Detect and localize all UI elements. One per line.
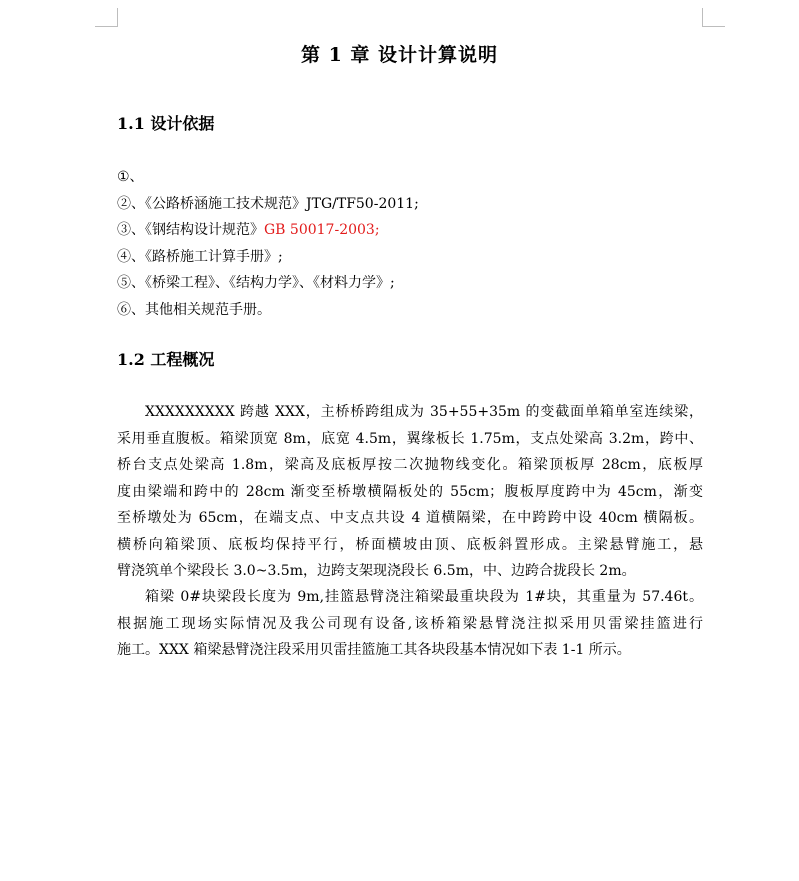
section-heading-design-basis: 1.1 设计依据	[117, 114, 215, 133]
paragraph-line: 施工。XXX 箱梁悬臂浇注段采用贝雷挂篮施工其各块段基本情况如下表 1-1 所示。	[117, 642, 631, 658]
paragraph-line: 桥台支点处梁高 1.8m，梁高及底板厚按二次抛物线变化。箱梁顶板厚 28cm，底板厚	[117, 457, 703, 473]
paragraph-line: XXXXXXXXX 跨越 XXX，主桥桥跨组成为 35+55+35m 的变截面单箱单室连续梁，	[145, 404, 703, 420]
reference-item: ②、《公路桥涵施工技术规范》JTG/TF50-2011;	[117, 195, 419, 212]
paragraph-line: 度由梁端和跨中的 28cm 渐变至桥墩横隔板处的 55cm；腹板厚度跨中为 45cm，渐变	[117, 483, 703, 500]
reference-item: ③、《钢结构设计规范》GB 50017-2003;	[117, 222, 380, 238]
chapter-title: 第 1 章 设计计算说明	[300, 44, 499, 66]
crop-mark-top-right	[702, 8, 725, 27]
paragraph-line: 臂浇筑单个梁段长 3.0~3.5m，边跨支架现浇段长 6.5m，中、边跨合拢段长 2m。	[117, 563, 636, 579]
paragraph-line: 箱梁 0#块梁段长度为 9m,挂篮悬臂浇注箱梁最重块段为 1#块，其重量为 57.46t。	[145, 589, 703, 605]
standard-code-highlight: GB 50017-2003;	[264, 222, 380, 238]
paragraph-line: 横桥向箱梁顶、底板均保持平行，桥面横坡由顶、底板斜置形成。主梁悬臂施工，悬	[117, 536, 703, 553]
crop-mark-top-left	[95, 8, 118, 27]
overview-paragraph-2	[117, 584, 703, 664]
section-heading-project-overview: 1.2 工程概况	[117, 350, 215, 369]
paragraph-line: 至桥墩处为 65cm，在端支点、中支点共设 4 道横隔梁，在中跨跨中设 40cm 横隔板。	[117, 510, 703, 526]
paragraph-line: 根据施工现场实际情况及我公司现有设备,该桥箱梁悬臂浇注拟采用贝雷梁挂篮进行	[117, 615, 703, 632]
reference-item: ④、《路桥施工计算手册》;	[117, 248, 283, 265]
reference-list	[117, 164, 419, 323]
reference-item: ⑥、其他相关规范手册。	[117, 301, 271, 318]
overview-paragraph-1	[117, 399, 703, 585]
reference-item: ⑤、《桥梁工程》、《结构力学》、《材料力学》;	[117, 275, 395, 291]
paragraph-line: 采用垂直腹板。箱梁顶宽 8m，底宽 4.5m，翼缘板长 1.75m，支点处梁高 3.2m，跨中、	[117, 430, 703, 447]
reference-item: ①、	[117, 169, 144, 185]
